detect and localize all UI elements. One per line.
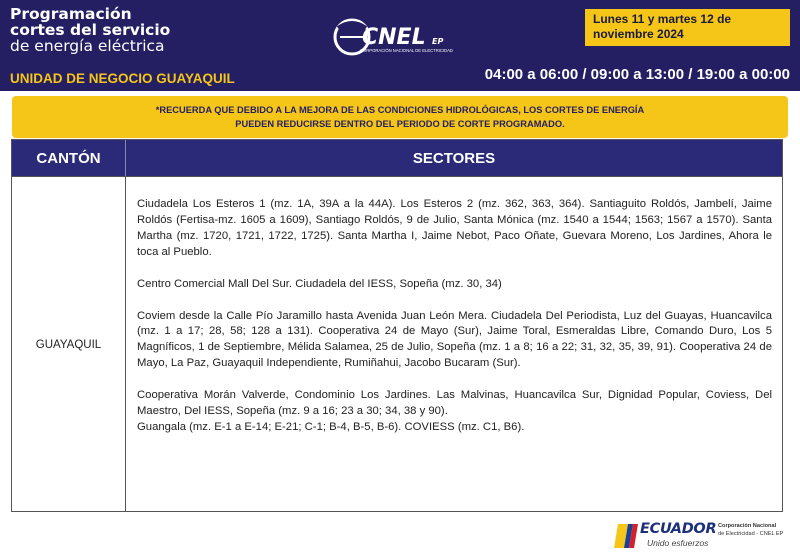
- notice-banner: [12, 96, 788, 138]
- business-unit-label: UNIDAD DE NEGOCIO GUAYAQUIL: [10, 71, 235, 86]
- ecuador-slogan: Unido esfuerzos: [647, 538, 709, 548]
- column-header-sectores: SECTORES: [412, 149, 496, 167]
- notice-line-1: *RECUERDA QUE DEBIDO A LA MEJORA DE LAS CONDICIONES HIDROLÓGICAS, LOS CORTES DE ENERGÍA: [155, 105, 645, 115]
- schedule-times: 04:00 a 06:00 / 09:00 a 13:00 / 19:00 a 00:00: [484, 66, 790, 83]
- date-box: Lunes 11 y martes 12 de noviembre 2024: [585, 9, 790, 46]
- logo-subtitle: CORPORACIÓN NACIONAL DE ELECTRICIDAD: [360, 48, 453, 53]
- outage-table: [11, 139, 783, 512]
- sectores-cell: [126, 177, 782, 512]
- sector-paragraph: Centro Comercial Mall Del Sur. Ciudadela del IESS, Sopeña (mz. 30, 34): [137, 277, 502, 290]
- title-line-3: de energía eléctrica: [10, 37, 165, 55]
- title-line-1: Programación: [10, 5, 132, 23]
- table-row: [12, 176, 782, 511]
- ecuador-brand: ECUADOR: [640, 521, 717, 537]
- column-header-canton: CANTÓN: [12, 140, 126, 176]
- table-header: [12, 140, 782, 176]
- canton-cell: GUAYAQUIL: [12, 177, 126, 512]
- corp-line-1: Corporación Nacional: [718, 523, 777, 529]
- sector-paragraph: Cooperativa Morán Valverde, Condominio Los Jardines. Las Malvinas, Huancavilca Sur, Dignidad Popular, Coviess, Del Maestro, Del IESS, Sopeña (mz. 9 a 16; 23 a 30; 34, 38 y 90).: [137, 389, 772, 418]
- sector-paragraph: Ciudadela Los Esteros 1 (mz. 1A, 39A a la 44A). Los Esteros 2 (mz. 362, 363, 364). Santiaguito Roldós, Jambelí, Jaime Roldós (Fertisa-mz. 1605 a 1609), Santiago Roldós, 9 de Julio, Santa Mónica (mz. 1540 a 1544; 1563; 1567 a 1570). Santa Martha (mz. 1720, 1721, 1722, 1725). Santa Martha I, Jaime Nebot, Paco Oñate, Guevara Moreno, Los Jardines, Ahora le toca al Pueblo.: [137, 198, 772, 258]
- notice-line-2: PUEDEN REDUCIRSE DENTRO DEL PERIODO DE CORTE PROGRAMADO.: [235, 119, 565, 129]
- title-line-2: cortes del servicio: [10, 21, 171, 39]
- corp-line-2: de Electricidad - CNEL EP: [718, 530, 784, 537]
- sector-paragraph: Guangala (mz. E-1 a E-14; E-21; C-1; B-4, B-5, B-6). COVIESS (mz. C1, B6).: [137, 420, 525, 433]
- sector-paragraph: Coviem desde la Calle Pío Jaramillo hasta Avenida Juan León Mera. Ciudadela Del Periodista, Luz del Guayas, Huancavilca (mz. 1 a 17; 28, 58; 128 a 131). Cooperativa 24 de Mayo (Sur), Jaime Toral, Esmeraldas Libre, Comando Duro, Los 5 Magníficos, 1 de Septiembre, Mélida Salamea, 25 de Julio, Sopeña (mz. 1 a 8; 16 a 22; 31, 32, 35, 39, 91). Cooperativa 24 de Mayo, La Paz, Guayaquil Independiente, Rumiñahui, Jacobo Bucaram (Sur).: [137, 309, 772, 370]
- cnel-logo: [332, 14, 462, 60]
- ecuador-flag-icon: [614, 522, 638, 550]
- page-title: [10, 6, 220, 54]
- logo-text: CNEL: [362, 25, 426, 50]
- corporation-label: [718, 523, 790, 538]
- header-banner: [0, 0, 800, 91]
- footer-logos: [614, 520, 790, 552]
- logo-suffix: EP: [432, 37, 444, 46]
